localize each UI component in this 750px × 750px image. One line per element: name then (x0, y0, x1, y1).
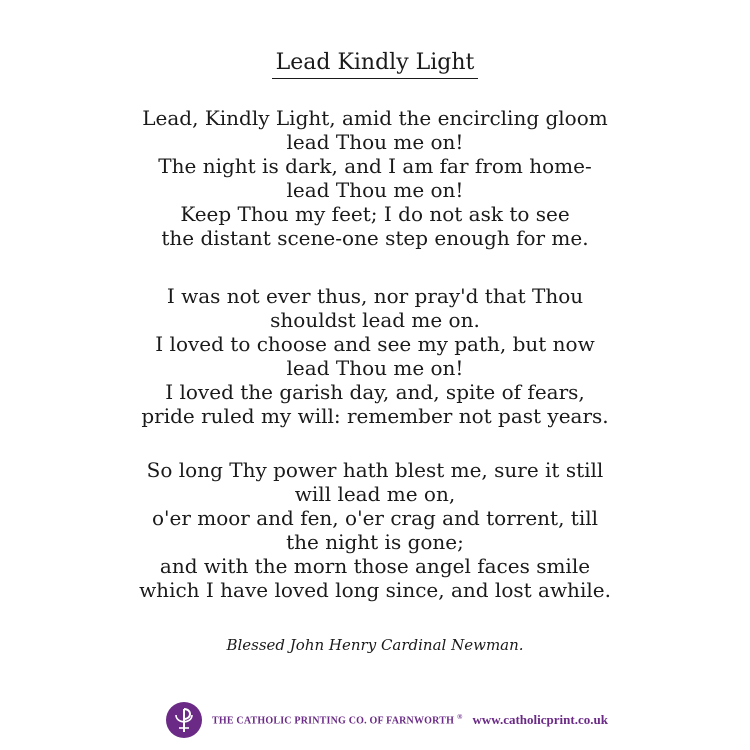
poem-line: lead Thou me on! (286, 130, 464, 154)
publisher-website: www.catholicprint.co.uk (472, 712, 608, 727)
publisher-name: THE CATHOLIC PRINTING CO. OF FARNWORTH ® (212, 713, 463, 727)
stanza-1 (0, 106, 750, 250)
poem-title-text: Lead Kindly Light (272, 50, 479, 79)
poem-line: I was not ever thus, nor pray'd that Thou (166, 284, 584, 308)
poem-line: lead Thou me on! (286, 356, 464, 380)
poem-line: So long Thy power hath blest me, sure it still (146, 458, 604, 482)
poem-line: I loved the garish day, and, spite of fears, (165, 380, 585, 404)
poem-line: which I have loved long since, and lost awhile. (139, 578, 611, 602)
poem-line: Keep Thou my feet; I do not ask to see (180, 202, 570, 226)
poem-title (0, 50, 750, 79)
poem-line: I loved to choose and see my path, but now (155, 332, 595, 356)
poem-line: shouldst lead me on. (270, 308, 480, 332)
poem-line: o'er moor and fen, o'er crag and torrent, till (151, 506, 599, 530)
poem-line: the night is gone; (286, 530, 464, 554)
publisher-footer (166, 700, 608, 740)
poem-line: pride ruled my will: remember not past years. (141, 404, 609, 428)
poem-line: lead Thou me on! (286, 178, 464, 202)
poem-line: The night is dark, and I am far from home- (158, 154, 592, 178)
stanza-2 (0, 284, 750, 428)
registered-mark: ® (457, 713, 463, 722)
chi-rho-icon (166, 702, 202, 738)
poem-line: Lead, Kindly Light, amid the encircling gloom (142, 106, 608, 130)
poem-line: will lead me on, (294, 482, 456, 506)
stanza-3 (0, 458, 750, 602)
poem-line: and with the morn those angel faces smile (159, 554, 591, 578)
author-attribution: Blessed John Henry Cardinal Newman. (226, 636, 524, 654)
poem-line: the distant scene-one step enough for me. (161, 226, 589, 250)
